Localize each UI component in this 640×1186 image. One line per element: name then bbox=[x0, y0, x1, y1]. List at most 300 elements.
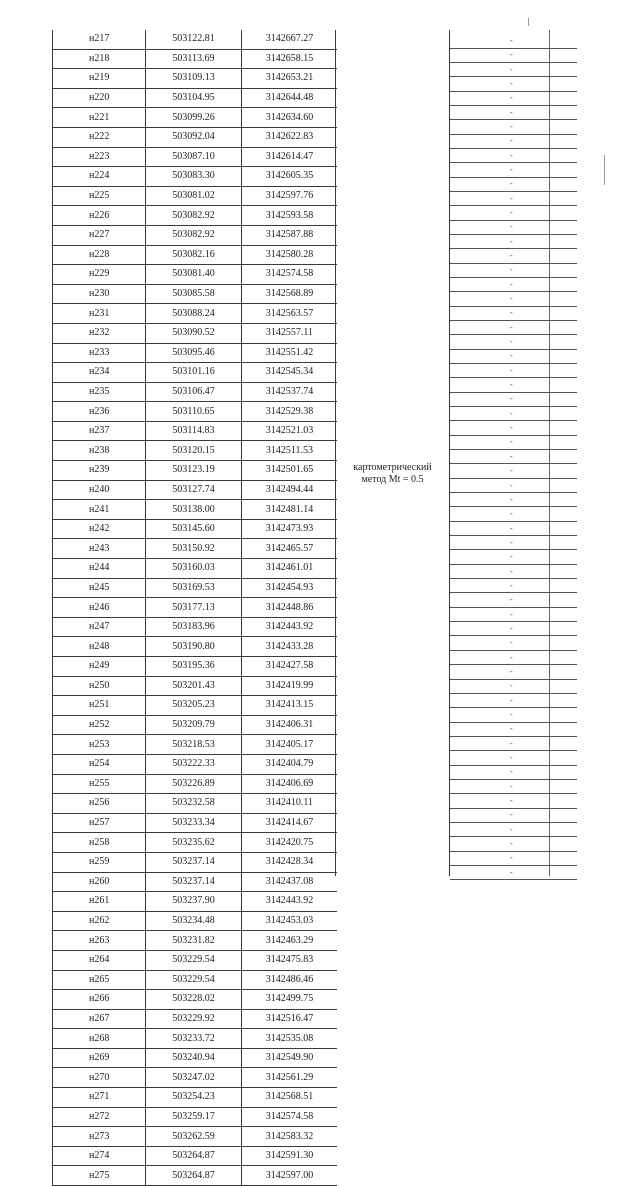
dash-mark: - bbox=[510, 179, 513, 189]
y-coordinate-cell: 3142591.30 bbox=[242, 1146, 338, 1166]
x-coordinate-cell: 503127.74 bbox=[146, 480, 242, 500]
point-cell: н230 bbox=[53, 284, 146, 304]
dash-mark: - bbox=[510, 79, 513, 89]
x-coordinate-cell: 503082.92 bbox=[146, 206, 242, 226]
dash-mark: - bbox=[510, 552, 513, 562]
y-coordinate-cell: 3142406.69 bbox=[242, 774, 338, 794]
x-coordinate-cell: 503205.23 bbox=[146, 696, 242, 716]
dash-mark: - bbox=[510, 308, 513, 318]
y-coordinate-cell: 3142413.15 bbox=[242, 696, 338, 716]
y-coordinate-cell: 3142453.03 bbox=[242, 911, 338, 931]
table-row bbox=[53, 833, 338, 853]
point-cell: н242 bbox=[53, 519, 146, 539]
table-row bbox=[53, 461, 338, 481]
table-row bbox=[53, 735, 338, 755]
point-cell: н257 bbox=[53, 813, 146, 833]
dash-mark: - bbox=[510, 351, 513, 361]
table-row bbox=[53, 774, 338, 794]
y-coordinate-cell: 3142437.08 bbox=[242, 872, 338, 892]
table-row bbox=[53, 657, 338, 677]
table-row bbox=[53, 108, 338, 128]
x-coordinate-cell: 503247.02 bbox=[146, 1068, 242, 1088]
table-row bbox=[53, 245, 338, 265]
table-row bbox=[53, 304, 338, 324]
dash-mark: - bbox=[510, 36, 513, 45]
point-cell: н247 bbox=[53, 617, 146, 637]
table-row bbox=[53, 363, 338, 383]
dash-mark: - bbox=[510, 193, 513, 203]
table-row bbox=[53, 676, 338, 696]
table-row bbox=[53, 872, 338, 892]
table-row bbox=[53, 441, 338, 461]
x-coordinate-cell: 503160.03 bbox=[146, 559, 242, 579]
dash-mark: - bbox=[510, 365, 513, 375]
point-cell: н241 bbox=[53, 500, 146, 520]
scan-mark bbox=[604, 155, 605, 185]
dash-mark: - bbox=[510, 738, 513, 748]
dash-mark: - bbox=[510, 709, 513, 719]
point-cell: н220 bbox=[53, 88, 146, 108]
table-row bbox=[53, 990, 338, 1010]
y-coordinate-cell: 3142473.93 bbox=[242, 519, 338, 539]
x-coordinate-cell: 503110.65 bbox=[146, 402, 242, 422]
dash-mark: - bbox=[510, 652, 513, 662]
table-row bbox=[53, 382, 338, 402]
table-row bbox=[53, 1068, 338, 1088]
x-coordinate-cell: 503081.02 bbox=[146, 186, 242, 206]
table-row bbox=[53, 323, 338, 343]
dash-mark: - bbox=[510, 136, 513, 146]
y-coordinate-cell: 3142414.67 bbox=[242, 813, 338, 833]
table-row bbox=[53, 637, 338, 657]
y-coordinate-cell: 3142551.42 bbox=[242, 343, 338, 363]
point-cell: н227 bbox=[53, 225, 146, 245]
y-coordinate-cell: 3142521.03 bbox=[242, 421, 338, 441]
point-cell: н262 bbox=[53, 911, 146, 931]
dash-mark: - bbox=[510, 838, 513, 848]
dash-mark: - bbox=[510, 480, 513, 490]
point-cell: н223 bbox=[53, 147, 146, 167]
y-coordinate-cell: 3142465.57 bbox=[242, 539, 338, 559]
dash-mark: - bbox=[510, 509, 513, 519]
x-coordinate-cell: 503229.92 bbox=[146, 1009, 242, 1029]
dash-mark: - bbox=[510, 824, 513, 834]
table-row bbox=[53, 1166, 338, 1186]
point-cell: н246 bbox=[53, 598, 146, 618]
table-row bbox=[53, 754, 338, 774]
x-coordinate-cell: 503083.30 bbox=[146, 167, 242, 187]
dash-mark: - bbox=[510, 609, 513, 619]
point-cell: н267 bbox=[53, 1009, 146, 1029]
table-row bbox=[53, 617, 338, 637]
y-coordinate-cell: 3142561.29 bbox=[242, 1068, 338, 1088]
y-coordinate-cell: 3142563.57 bbox=[242, 304, 338, 324]
y-coordinate-cell: 3142481.14 bbox=[242, 500, 338, 520]
dash-mark: - bbox=[510, 695, 513, 705]
x-coordinate-cell: 503095.46 bbox=[146, 343, 242, 363]
dash-mark: - bbox=[510, 666, 513, 676]
y-coordinate-cell: 3142486.46 bbox=[242, 970, 338, 990]
y-coordinate-cell: 3142448.86 bbox=[242, 598, 338, 618]
x-coordinate-cell: 503237.14 bbox=[146, 872, 242, 892]
dash-mark: - bbox=[510, 638, 513, 648]
table-row bbox=[53, 421, 338, 441]
dash-mark: - bbox=[510, 222, 513, 232]
x-coordinate-cell: 503229.54 bbox=[146, 970, 242, 990]
y-coordinate-cell: 3142428.34 bbox=[242, 852, 338, 872]
point-cell: н258 bbox=[53, 833, 146, 853]
table-row bbox=[53, 931, 338, 951]
x-coordinate-cell: 503235.62 bbox=[146, 833, 242, 853]
point-cell: н243 bbox=[53, 539, 146, 559]
point-cell: н264 bbox=[53, 950, 146, 970]
table-row bbox=[53, 284, 338, 304]
table-row bbox=[53, 911, 338, 931]
point-cell: н244 bbox=[53, 559, 146, 579]
table-row bbox=[53, 88, 338, 108]
point-cell: н260 bbox=[53, 872, 146, 892]
table-row bbox=[53, 1009, 338, 1029]
table-row bbox=[53, 1127, 338, 1147]
x-coordinate-cell: 503233.72 bbox=[146, 1029, 242, 1049]
coordinates-table bbox=[52, 30, 337, 1186]
y-coordinate-cell: 3142461.01 bbox=[242, 559, 338, 579]
point-cell: н248 bbox=[53, 637, 146, 657]
table-row bbox=[53, 950, 338, 970]
method-line-1: картометрический bbox=[353, 462, 432, 473]
dash-mark: - bbox=[510, 122, 513, 132]
point-cell: н226 bbox=[53, 206, 146, 226]
x-coordinate-cell: 503087.10 bbox=[146, 147, 242, 167]
dash-mark: - bbox=[510, 265, 513, 275]
table-row bbox=[53, 852, 338, 872]
x-coordinate-cell: 503082.92 bbox=[146, 225, 242, 245]
x-coordinate-cell: 503228.02 bbox=[146, 990, 242, 1010]
point-cell: н229 bbox=[53, 265, 146, 285]
coordinates-table-body bbox=[53, 30, 338, 1186]
dash-mark: - bbox=[510, 107, 513, 117]
y-coordinate-cell: 3142499.75 bbox=[242, 990, 338, 1010]
dash-mark: - bbox=[510, 681, 513, 691]
y-coordinate-cell: 3142420.75 bbox=[242, 833, 338, 853]
table-row bbox=[53, 559, 338, 579]
right-column bbox=[450, 30, 577, 876]
y-coordinate-cell: 3142614.47 bbox=[242, 147, 338, 167]
x-coordinate-cell: 503232.58 bbox=[146, 794, 242, 814]
point-cell: н275 bbox=[53, 1166, 146, 1186]
dash-mark: - bbox=[510, 724, 513, 734]
x-coordinate-cell: 503177.13 bbox=[146, 598, 242, 618]
point-cell: н219 bbox=[53, 69, 146, 89]
x-coordinate-cell: 503209.79 bbox=[146, 715, 242, 735]
x-coordinate-cell: 503090.52 bbox=[146, 323, 242, 343]
point-cell: н238 bbox=[53, 441, 146, 461]
dash-mark: - bbox=[510, 494, 513, 504]
point-cell: н252 bbox=[53, 715, 146, 735]
point-cell: н224 bbox=[53, 167, 146, 187]
x-coordinate-cell: 503138.00 bbox=[146, 500, 242, 520]
y-coordinate-cell: 3142622.83 bbox=[242, 127, 338, 147]
dash-mark: - bbox=[510, 93, 513, 103]
y-coordinate-cell: 3142587.88 bbox=[242, 225, 338, 245]
x-coordinate-cell: 503240.94 bbox=[146, 1048, 242, 1068]
x-coordinate-cell: 503088.24 bbox=[146, 304, 242, 324]
table-row bbox=[53, 696, 338, 716]
point-cell: н249 bbox=[53, 657, 146, 677]
y-coordinate-cell: 3142535.08 bbox=[242, 1029, 338, 1049]
point-cell: н251 bbox=[53, 696, 146, 716]
x-coordinate-cell: 503190.80 bbox=[146, 637, 242, 657]
x-coordinate-cell: 503226.89 bbox=[146, 774, 242, 794]
dash-mark: - bbox=[510, 50, 513, 60]
y-coordinate-cell: 3142634.60 bbox=[242, 108, 338, 128]
point-cell: н239 bbox=[53, 461, 146, 481]
y-coordinate-cell: 3142583.32 bbox=[242, 1127, 338, 1147]
x-coordinate-cell: 503259.17 bbox=[146, 1107, 242, 1127]
table-row bbox=[53, 794, 338, 814]
dash-mark: - bbox=[510, 322, 513, 332]
dash-mark: - bbox=[510, 408, 513, 418]
dash-mark: - bbox=[510, 867, 513, 877]
y-coordinate-cell: 3142597.76 bbox=[242, 186, 338, 206]
scan-mark bbox=[528, 18, 529, 26]
y-coordinate-cell: 3142568.89 bbox=[242, 284, 338, 304]
y-coordinate-cell: 3142404.79 bbox=[242, 754, 338, 774]
point-cell: н256 bbox=[53, 794, 146, 814]
x-coordinate-cell: 503201.43 bbox=[146, 676, 242, 696]
table-row bbox=[53, 813, 338, 833]
dash-mark: - bbox=[510, 165, 513, 175]
dash-mark: - bbox=[510, 451, 513, 461]
table-row bbox=[53, 970, 338, 990]
x-coordinate-cell: 503122.81 bbox=[146, 30, 242, 49]
y-coordinate-cell: 3142529.38 bbox=[242, 402, 338, 422]
dash-mark: - bbox=[510, 566, 513, 576]
point-cell: н222 bbox=[53, 127, 146, 147]
y-coordinate-cell: 3142593.58 bbox=[242, 206, 338, 226]
x-coordinate-cell: 503092.04 bbox=[146, 127, 242, 147]
point-cell: н232 bbox=[53, 323, 146, 343]
x-coordinate-cell: 503237.90 bbox=[146, 892, 242, 912]
dash-mark: - bbox=[510, 853, 513, 863]
table-row bbox=[53, 225, 338, 245]
x-coordinate-cell: 503113.69 bbox=[146, 49, 242, 69]
dash-mark: - bbox=[510, 279, 513, 289]
dash-mark: - bbox=[510, 580, 513, 590]
x-coordinate-cell: 503099.26 bbox=[146, 108, 242, 128]
point-cell: н266 bbox=[53, 990, 146, 1010]
dash-mark: - bbox=[510, 623, 513, 633]
y-coordinate-cell: 3142443.92 bbox=[242, 617, 338, 637]
table-row bbox=[53, 49, 338, 69]
dash-mark: - bbox=[510, 394, 513, 404]
y-coordinate-cell: 3142667.27 bbox=[242, 30, 338, 49]
table-row bbox=[53, 167, 338, 187]
dash-mark: - bbox=[510, 64, 513, 74]
x-coordinate-cell: 503101.16 bbox=[146, 363, 242, 383]
y-coordinate-cell: 3142568.51 bbox=[242, 1088, 338, 1108]
point-cell: н253 bbox=[53, 735, 146, 755]
point-cell: н221 bbox=[53, 108, 146, 128]
table-row bbox=[53, 147, 338, 167]
y-coordinate-cell: 3142410.11 bbox=[242, 794, 338, 814]
y-coordinate-cell: 3142419.99 bbox=[242, 676, 338, 696]
x-coordinate-cell: 503231.82 bbox=[146, 931, 242, 951]
table-row bbox=[53, 1048, 338, 1068]
y-coordinate-cell: 3142454.93 bbox=[242, 578, 338, 598]
y-coordinate-cell: 3142501.65 bbox=[242, 461, 338, 481]
dash-mark: - bbox=[510, 752, 513, 762]
table-row bbox=[53, 127, 338, 147]
y-coordinate-cell: 3142644.48 bbox=[242, 88, 338, 108]
x-coordinate-cell: 503218.53 bbox=[146, 735, 242, 755]
x-coordinate-cell: 503114.83 bbox=[146, 421, 242, 441]
dash-mark: - bbox=[510, 437, 513, 447]
dash-mark: - bbox=[510, 595, 513, 605]
point-cell: н234 bbox=[53, 363, 146, 383]
dash-mark: - bbox=[510, 767, 513, 777]
point-cell: н235 bbox=[53, 382, 146, 402]
y-coordinate-cell: 3142475.83 bbox=[242, 950, 338, 970]
point-cell: н263 bbox=[53, 931, 146, 951]
dash-mark: - bbox=[510, 380, 513, 390]
table-row bbox=[53, 30, 338, 49]
dash-mark: - bbox=[510, 466, 513, 476]
y-coordinate-cell: 3142433.28 bbox=[242, 637, 338, 657]
table-row bbox=[53, 402, 338, 422]
x-coordinate-cell: 503262.59 bbox=[146, 1127, 242, 1147]
dash-mark: - bbox=[510, 251, 513, 261]
y-coordinate-cell: 3142494.44 bbox=[242, 480, 338, 500]
point-cell: н268 bbox=[53, 1029, 146, 1049]
table-row bbox=[53, 715, 338, 735]
point-cell: н225 bbox=[53, 186, 146, 206]
table-row bbox=[53, 480, 338, 500]
x-coordinate-cell: 503233.34 bbox=[146, 813, 242, 833]
point-cell: н240 bbox=[53, 480, 146, 500]
point-cell: н233 bbox=[53, 343, 146, 363]
x-coordinate-cell: 503234.48 bbox=[146, 911, 242, 931]
x-coordinate-cell: 503264.87 bbox=[146, 1146, 242, 1166]
point-cell: н237 bbox=[53, 421, 146, 441]
x-coordinate-cell: 503195.36 bbox=[146, 657, 242, 677]
point-cell: н236 bbox=[53, 402, 146, 422]
y-coordinate-cell: 3142537.74 bbox=[242, 382, 338, 402]
y-coordinate-cell: 3142580.28 bbox=[242, 245, 338, 265]
dash-mark: - bbox=[510, 810, 513, 820]
y-coordinate-cell: 3142653.21 bbox=[242, 69, 338, 89]
dash-mark: - bbox=[510, 795, 513, 805]
x-coordinate-cell: 503264.87 bbox=[146, 1166, 242, 1186]
right-column-row bbox=[450, 862, 577, 881]
point-cell: н218 bbox=[53, 49, 146, 69]
document-sheet bbox=[52, 30, 578, 1181]
method-note bbox=[337, 462, 448, 486]
table-row bbox=[53, 69, 338, 89]
table-row bbox=[53, 265, 338, 285]
y-coordinate-cell: 3142605.35 bbox=[242, 167, 338, 187]
point-cell: н250 bbox=[53, 676, 146, 696]
y-coordinate-cell: 3142511.53 bbox=[242, 441, 338, 461]
y-coordinate-cell: 3142463.29 bbox=[242, 931, 338, 951]
y-coordinate-cell: 3142549.90 bbox=[242, 1048, 338, 1068]
y-coordinate-cell: 3142574.58 bbox=[242, 1107, 338, 1127]
point-cell: н245 bbox=[53, 578, 146, 598]
table-row bbox=[53, 1088, 338, 1108]
table-row bbox=[53, 1146, 338, 1166]
table-row bbox=[53, 539, 338, 559]
x-coordinate-cell: 503109.13 bbox=[146, 69, 242, 89]
x-coordinate-cell: 503082.16 bbox=[146, 245, 242, 265]
y-coordinate-cell: 3142427.58 bbox=[242, 657, 338, 677]
dash-mark: - bbox=[510, 150, 513, 160]
x-coordinate-cell: 503081.40 bbox=[146, 265, 242, 285]
y-coordinate-cell: 3142545.34 bbox=[242, 363, 338, 383]
dash-mark: - bbox=[510, 781, 513, 791]
dash-mark: - bbox=[510, 337, 513, 347]
y-coordinate-cell: 3142443.92 bbox=[242, 892, 338, 912]
x-coordinate-cell: 503145.60 bbox=[146, 519, 242, 539]
x-coordinate-cell: 503229.54 bbox=[146, 950, 242, 970]
point-cell: н272 bbox=[53, 1107, 146, 1127]
table-row bbox=[53, 892, 338, 912]
point-cell: н269 bbox=[53, 1048, 146, 1068]
table-row bbox=[53, 519, 338, 539]
x-coordinate-cell: 503123.19 bbox=[146, 461, 242, 481]
x-coordinate-cell: 503222.33 bbox=[146, 754, 242, 774]
dash-mark: - bbox=[510, 236, 513, 246]
y-coordinate-cell: 3142658.15 bbox=[242, 49, 338, 69]
dash-mark: - bbox=[510, 423, 513, 433]
x-coordinate-cell: 503237.14 bbox=[146, 852, 242, 872]
point-cell: н228 bbox=[53, 245, 146, 265]
table-row bbox=[53, 186, 338, 206]
table-row bbox=[53, 598, 338, 618]
table-row bbox=[53, 1107, 338, 1127]
point-cell: н274 bbox=[53, 1146, 146, 1166]
table-row bbox=[53, 1029, 338, 1049]
y-coordinate-cell: 3142516.47 bbox=[242, 1009, 338, 1029]
x-coordinate-cell: 503254.23 bbox=[146, 1088, 242, 1108]
dash-mark: - bbox=[510, 208, 513, 218]
dash-mark: - bbox=[510, 294, 513, 304]
point-cell: н217 bbox=[53, 30, 146, 49]
x-coordinate-cell: 503183.96 bbox=[146, 617, 242, 637]
point-cell: н271 bbox=[53, 1088, 146, 1108]
dash-mark: - bbox=[510, 523, 513, 533]
point-cell: н273 bbox=[53, 1127, 146, 1147]
table-right-rule bbox=[335, 30, 336, 876]
x-coordinate-cell: 503106.47 bbox=[146, 382, 242, 402]
y-coordinate-cell: 3142574.58 bbox=[242, 265, 338, 285]
point-cell: н255 bbox=[53, 774, 146, 794]
table-row bbox=[53, 343, 338, 363]
point-cell: н254 bbox=[53, 754, 146, 774]
x-coordinate-cell: 503104.95 bbox=[146, 88, 242, 108]
x-coordinate-cell: 503085.58 bbox=[146, 284, 242, 304]
point-cell: н265 bbox=[53, 970, 146, 990]
y-coordinate-cell: 3142406.31 bbox=[242, 715, 338, 735]
table-row bbox=[53, 578, 338, 598]
point-cell: н231 bbox=[53, 304, 146, 324]
x-coordinate-cell: 503120.15 bbox=[146, 441, 242, 461]
point-cell: н261 bbox=[53, 892, 146, 912]
y-coordinate-cell: 3142557.11 bbox=[242, 323, 338, 343]
point-cell: н259 bbox=[53, 852, 146, 872]
y-coordinate-cell: 3142405.17 bbox=[242, 735, 338, 755]
table-row bbox=[53, 500, 338, 520]
method-line-2: метод Mt = 0.5 bbox=[361, 474, 424, 485]
